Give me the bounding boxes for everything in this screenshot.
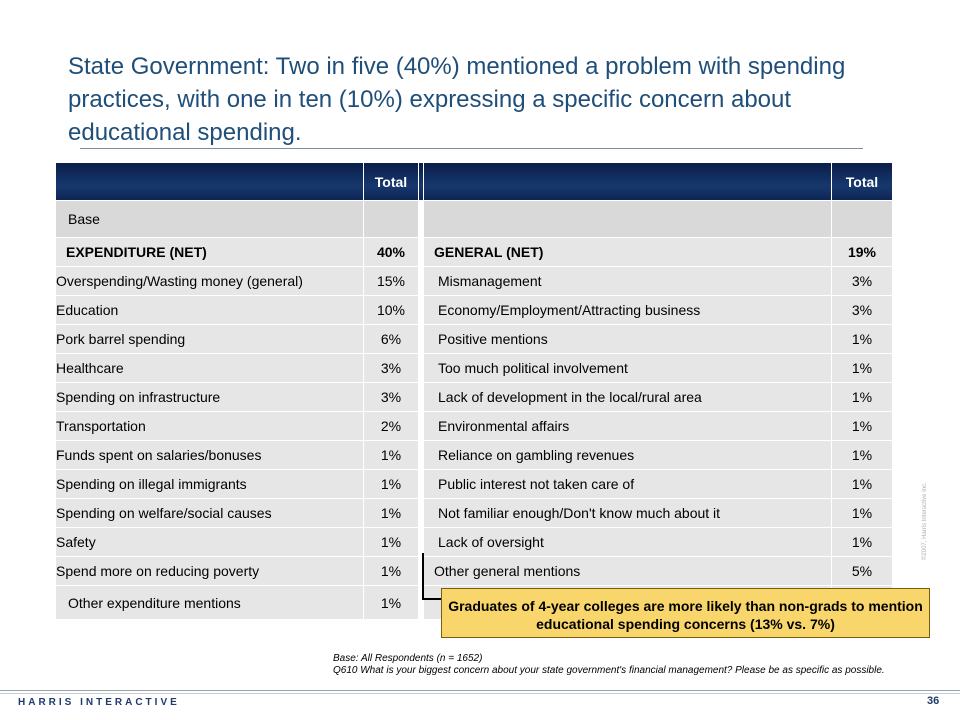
insight-callout: Graduates of 4-year colleges are more likely than non-grads to mention educational spending concerns (13% vs. 7%) xyxy=(441,588,930,638)
row-label-right: GENERAL (NET) xyxy=(424,238,832,267)
row-value-right: 1% xyxy=(832,470,893,499)
header-left-total: Total xyxy=(364,163,419,201)
table-row xyxy=(56,325,893,354)
base-right-value xyxy=(832,201,893,238)
row-value-left: 1% xyxy=(364,499,419,528)
header-left-blank xyxy=(56,163,364,201)
row-value-left: 1% xyxy=(364,586,419,620)
row-value-right: 1% xyxy=(832,354,893,383)
row-label-left: Spending on illegal immigrants xyxy=(56,470,364,499)
table-row xyxy=(56,557,893,586)
row-label-right: Environmental affairs xyxy=(424,412,832,441)
base-note-question: Q610 What is your biggest concern about your state government's financial management? Please be as specific as possible. xyxy=(333,665,885,676)
row-value-left: 1% xyxy=(364,470,419,499)
row-label-right: Too much political involvement xyxy=(424,354,832,383)
header-right-blank xyxy=(424,163,832,201)
row-label-right: Lack of oversight xyxy=(424,528,832,557)
table-header-row xyxy=(56,163,893,201)
row-label-left: Healthcare xyxy=(56,354,364,383)
row-label-left: Spend more on reducing poverty xyxy=(56,557,364,586)
row-label-right: Not familiar enough/Don't know much about it xyxy=(424,499,832,528)
row-value-left: 3% xyxy=(364,354,419,383)
row-value-right: 1% xyxy=(832,383,893,412)
brand-logo-text: HARRIS INTERACTIVE xyxy=(18,697,180,708)
row-label-right: Other general mentions xyxy=(424,557,832,586)
row-value-left: 1% xyxy=(364,441,419,470)
row-value-left: 1% xyxy=(364,557,419,586)
row-label-left: Pork barrel spending xyxy=(56,325,364,354)
row-value-right: 1% xyxy=(832,528,893,557)
base-note-sample: Base: All Respondents (n = 1652) xyxy=(333,653,483,664)
base-left-value xyxy=(364,201,419,238)
row-label-left: EXPENDITURE (NET) xyxy=(56,238,364,267)
table-row xyxy=(56,383,893,412)
row-value-right: 3% xyxy=(832,296,893,325)
row-label-left: Funds spent on salaries/bonuses xyxy=(56,441,364,470)
title-divider xyxy=(80,148,863,149)
row-label-left: Overspending/Wasting money (general) xyxy=(56,267,364,296)
base-row xyxy=(56,201,893,238)
row-label-right: Lack of development in the local/rural area xyxy=(424,383,832,412)
row-label-left: Transportation xyxy=(56,412,364,441)
row-label-right: Positive mentions xyxy=(424,325,832,354)
table-row xyxy=(56,441,893,470)
row-value-left: 6% xyxy=(364,325,419,354)
copyright-note: ©2007, Harris Interactive Inc. xyxy=(922,482,928,560)
base-note xyxy=(333,653,908,677)
results-table xyxy=(55,162,893,620)
base-right-label xyxy=(424,201,832,238)
row-label-right: Economy/Employment/Attracting business xyxy=(424,296,832,325)
row-value-left: 15% xyxy=(364,267,419,296)
row-value-left: 2% xyxy=(364,412,419,441)
slide-title: State Government: Two in five (40%) mentioned a problem with spending practices, with one in ten (10%) expressing a specific concern about educational spending. xyxy=(68,53,846,146)
footer-divider xyxy=(0,690,960,691)
table-row xyxy=(56,499,893,528)
callout-bracket-horizontal xyxy=(422,598,442,600)
row-value-left: 1% xyxy=(364,528,419,557)
row-label-left: Safety xyxy=(56,528,364,557)
row-value-right: 5% xyxy=(832,557,893,586)
row-label-right: Public interest not taken care of xyxy=(424,470,832,499)
row-label-left: Other expenditure mentions xyxy=(56,586,364,620)
row-value-left: 40% xyxy=(364,238,419,267)
page-number: 36 xyxy=(927,695,940,707)
table-row xyxy=(56,238,893,267)
callout-bracket-vertical xyxy=(422,553,424,600)
table-row xyxy=(56,412,893,441)
row-value-right: 19% xyxy=(832,238,893,267)
base-label: Base xyxy=(56,201,364,238)
footer-divider-secondary xyxy=(0,693,960,694)
table-row xyxy=(56,470,893,499)
row-label-left: Spending on infrastructure xyxy=(56,383,364,412)
row-value-right: 3% xyxy=(832,267,893,296)
table-row xyxy=(56,296,893,325)
table-row xyxy=(56,354,893,383)
row-value-right: 1% xyxy=(832,441,893,470)
row-label-right: Reliance on gambling revenues xyxy=(424,441,832,470)
row-value-right: 1% xyxy=(832,499,893,528)
table-row xyxy=(56,267,893,296)
row-value-left: 3% xyxy=(364,383,419,412)
row-value-right: 1% xyxy=(832,325,893,354)
row-label-left: Education xyxy=(56,296,364,325)
row-value-right: 1% xyxy=(832,412,893,441)
row-value-left: 10% xyxy=(364,296,419,325)
header-right-total: Total xyxy=(832,163,893,201)
table-row xyxy=(56,528,893,557)
row-label-right: Mismanagement xyxy=(424,267,832,296)
row-label-left: Spending on welfare/social causes xyxy=(56,499,364,528)
